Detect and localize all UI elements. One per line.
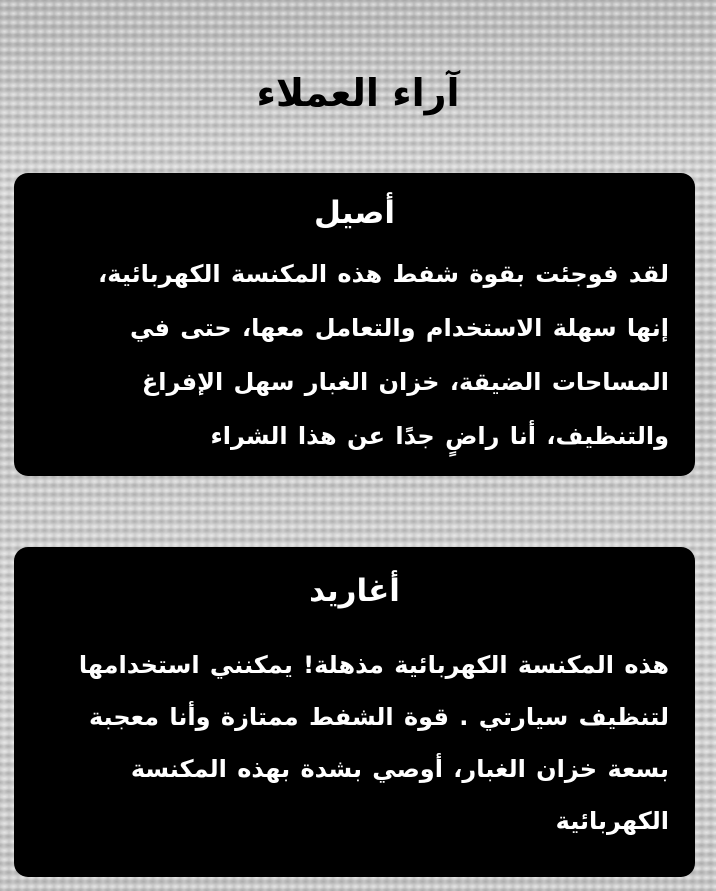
review-card bbox=[14, 547, 695, 877]
page-title: آراء العملاء bbox=[256, 71, 460, 116]
review-text: هذه المكنسة الكهربائية مذهلة! يمكنني استخدامها لتنظيف سيارتي . قوة الشفط ممتازة وأنا معجبة بسعة خزان الغبار، أوصي بشدة بهذه المكنسة الكهربائية bbox=[78, 651, 669, 835]
review-card bbox=[14, 173, 695, 476]
reviewer-name: أصيل bbox=[314, 195, 395, 231]
reviewer-name: أغاريد bbox=[309, 573, 400, 609]
review-text: لقد فوجئت بقوة شفط هذه المكنسة الكهربائية، إنها سهلة الاستخدام والتعامل معها، حتى في المساحات الضيقة، خزان الغبار سهل الإفراغ والتنظيف، أنا راضٍ جدًا عن هذا الشراء bbox=[98, 260, 669, 450]
